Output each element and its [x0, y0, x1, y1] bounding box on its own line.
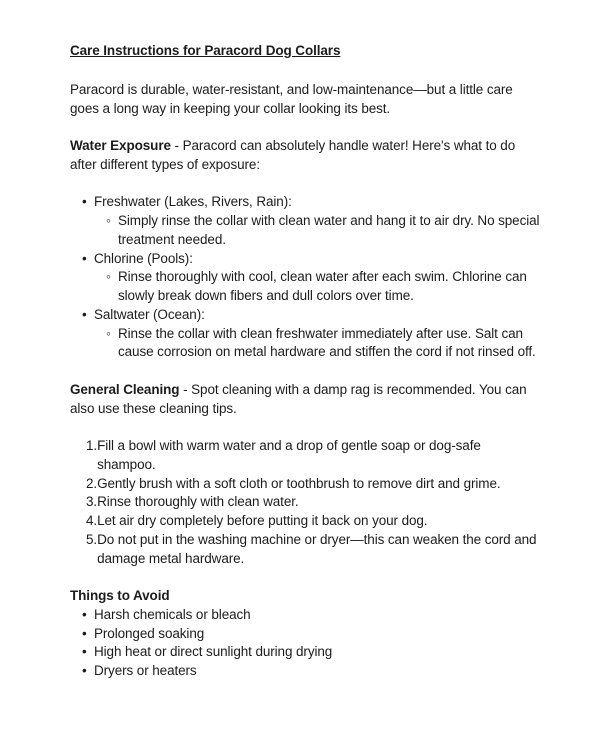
circle-bullet-icon: ◦ — [106, 269, 111, 285]
bullet-icon: • — [82, 625, 87, 641]
bullet-icon: • — [82, 250, 87, 266]
step-number: 5. — [86, 531, 98, 547]
step-text: Do not put in the washing machine or dryer—this can weaken the cord and damage metal hardware. — [97, 531, 537, 566]
water-exposure-heading: Water Exposure — [70, 138, 171, 153]
list-item — [70, 625, 542, 644]
things-to-avoid-list — [70, 606, 542, 681]
numbered-list-item — [70, 437, 542, 475]
numbered-list-item — [70, 475, 542, 494]
list-item-text: Harsh chemicals or bleach — [94, 606, 251, 622]
water-exposure-lead: - Paracord can absolutely handle water! Here's what to do after different types of exposure: — [70, 138, 516, 172]
water-exposure-list — [70, 193, 542, 362]
numbered-list-item — [70, 531, 542, 569]
circle-bullet-icon: ◦ — [106, 213, 111, 228]
list-item — [70, 606, 542, 625]
things-to-avoid-heading: Things to Avoid — [70, 588, 170, 603]
cleaning-steps-list — [70, 437, 542, 568]
sub-list-item — [94, 268, 542, 306]
list-item-label: Freshwater (Lakes, Rivers, Rain): — [94, 194, 292, 210]
list-item-label: Chlorine (Pools): — [94, 250, 193, 266]
step-text: Gently brush with a soft cloth or toothbrush to remove dirt and grime. — [97, 475, 501, 491]
sub-list-item — [94, 212, 542, 250]
bullet-icon: • — [82, 306, 87, 322]
bullet-icon: • — [82, 194, 87, 210]
list-item-text: Dryers or heaters — [94, 663, 197, 678]
step-number: 4. — [86, 513, 98, 528]
list-item — [70, 643, 542, 662]
sub-list-item — [94, 325, 542, 363]
document-title: Care Instructions for Paracord Dog Collars — [70, 43, 341, 58]
general-cleaning-lead: - Spot cleaning with a damp rag is recommended. You can also use these cleaning tips. — [70, 381, 527, 416]
list-item-text: High heat or direct sunlight during drying — [94, 644, 333, 660]
bullet-icon: • — [82, 606, 87, 622]
bullet-icon: • — [82, 663, 87, 678]
step-number: 1. — [86, 438, 98, 453]
step-text: Fill a bowl with warm water and a drop of gentle soap or dog-safe shampoo. — [97, 438, 481, 472]
step-text: Rinse thoroughly with clean water. — [97, 494, 299, 510]
step-text: Let air dry completely before putting it back on your dog. — [97, 513, 428, 528]
list-item-label: Saltwater (Ocean): — [94, 306, 205, 322]
list-item — [70, 306, 542, 362]
sub-list-item-text: Rinse thoroughly with cool, clean water after each swim. Chlorine can slowly break down fibers and dull colors over time. — [118, 269, 527, 303]
general-cleaning-paragraph — [70, 381, 542, 419]
step-number: 2. — [86, 475, 98, 491]
step-number: 3. — [86, 494, 98, 510]
bullet-icon: • — [82, 644, 87, 660]
numbered-list-item — [70, 493, 542, 512]
list-item-text: Prolonged soaking — [94, 625, 205, 641]
intro-paragraph: Paracord is durable, water-resistant, and low-maintenance—but a little care goes a long way in keeping your collar looking its best. — [70, 81, 513, 116]
sub-list-item-text: Rinse the collar with clean freshwater immediately after use. Salt can cause corrosion on metal hardware and stiffen the cord if not rinsed off. — [118, 325, 536, 360]
circle-bullet-icon: ◦ — [106, 325, 111, 341]
general-cleaning-heading: General Cleaning — [70, 381, 180, 397]
list-item — [70, 193, 542, 249]
list-item — [70, 250, 542, 306]
water-exposure-paragraph — [70, 137, 542, 175]
sub-list-item-text: Simply rinse the collar with clean water and hang it to air dry. No special treatment needed. — [118, 213, 540, 247]
numbered-list-item — [70, 512, 542, 531]
list-item — [70, 662, 542, 681]
